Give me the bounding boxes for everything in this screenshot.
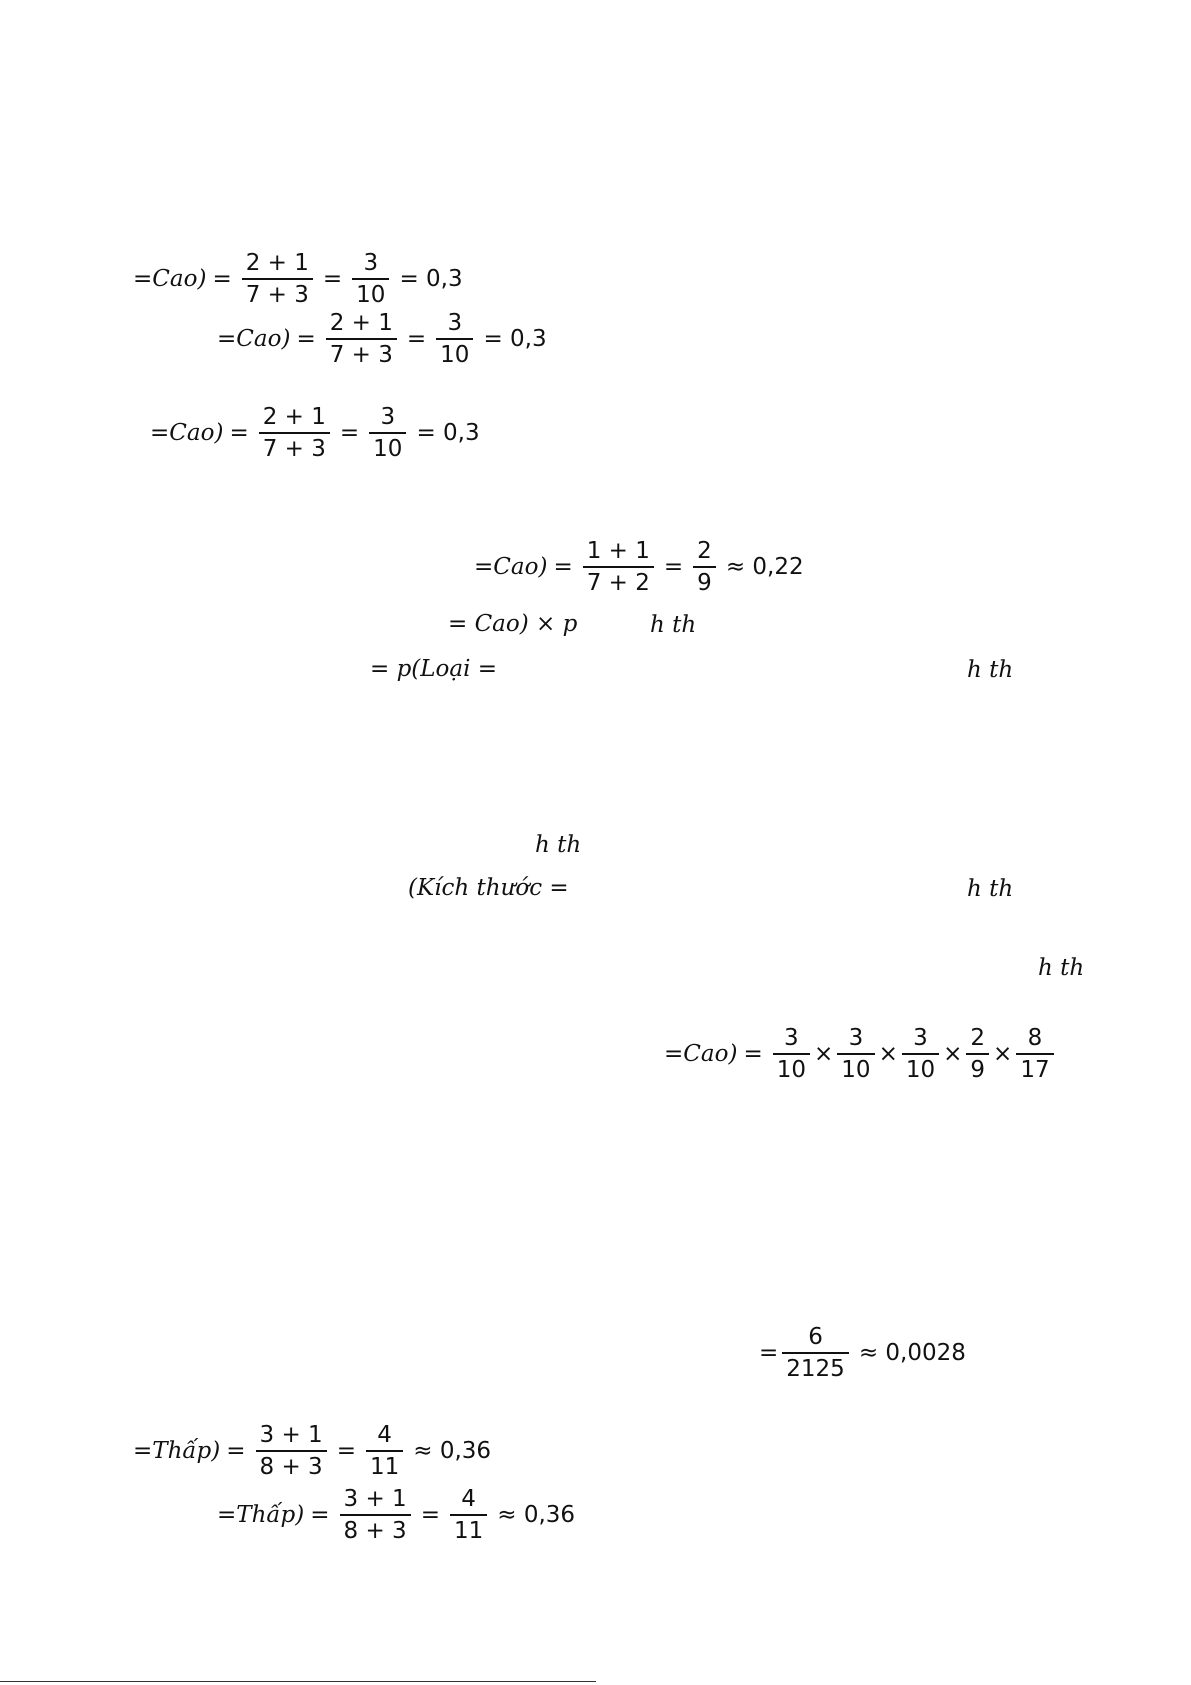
- equals-sign: =: [553, 554, 573, 581]
- fraction: [450, 1486, 487, 1545]
- denominator: 11: [450, 1514, 487, 1544]
- fraction: [773, 1025, 810, 1084]
- equals-sign: =: [150, 420, 170, 447]
- times-sign: ×: [814, 1041, 834, 1068]
- equals-sign: =: [133, 1438, 153, 1465]
- fraction: [242, 250, 313, 309]
- result: = 0,3: [483, 326, 547, 353]
- times-sign: ×: [878, 1041, 898, 1068]
- fraction: [902, 1025, 939, 1084]
- fraction: [693, 538, 716, 597]
- equals-sign: =: [217, 326, 237, 353]
- numerator: 2 + 1: [262, 404, 326, 430]
- fraction: [366, 1422, 403, 1481]
- denominator: 8 + 3: [340, 1514, 411, 1544]
- numerator: 1 + 1: [586, 538, 650, 564]
- numerator: 2: [970, 1025, 986, 1051]
- variable: Thấp: [236, 1502, 296, 1529]
- equals-sign: =: [229, 420, 249, 447]
- equals-sign: =: [663, 554, 684, 581]
- times-sign: ×: [943, 1041, 963, 1068]
- equation-product: [664, 1025, 1058, 1084]
- equals-sign: =: [406, 326, 427, 353]
- fraction: [436, 310, 473, 369]
- fraction: [352, 250, 389, 309]
- close-paren: ): [214, 420, 224, 447]
- numerator: 3 + 1: [343, 1486, 407, 1512]
- formula-fragment: = Cao) × p: [448, 611, 578, 637]
- result: ≈ 0,22: [725, 554, 804, 581]
- equals-sign: =: [310, 1502, 330, 1529]
- fraction: [340, 1486, 411, 1545]
- variable: Cao: [169, 420, 215, 447]
- close-paren: ): [281, 326, 291, 353]
- result: ≈ 0,36: [413, 1438, 492, 1465]
- denominator: 10: [773, 1053, 810, 1083]
- equation-cao-3: [150, 404, 486, 463]
- denominator: 10: [369, 432, 406, 462]
- numerator: 8: [1027, 1025, 1043, 1051]
- fraction: [326, 310, 397, 369]
- equals-sign: =: [212, 266, 232, 293]
- equation-cao-2: [217, 310, 553, 369]
- numerator: 2: [697, 538, 712, 564]
- footnote-rule: [0, 1681, 596, 1682]
- equals-sign: =: [322, 266, 343, 293]
- numerator: 3: [913, 1025, 928, 1051]
- denominator: 7 + 2: [583, 566, 654, 596]
- fraction: [369, 404, 406, 463]
- close-paren: ): [728, 1041, 738, 1068]
- numerator: 6: [808, 1324, 823, 1350]
- close-paren: ): [295, 1502, 305, 1529]
- denominator: 11: [366, 1450, 403, 1480]
- equals-sign: =: [336, 1438, 356, 1465]
- denominator: 9: [966, 1053, 989, 1083]
- equation-result: [759, 1324, 972, 1383]
- numerator: 4: [461, 1486, 476, 1512]
- equals-sign: =: [474, 554, 494, 581]
- formula-fragment: h th: [967, 657, 1014, 683]
- formula-fragment: h th: [1038, 955, 1085, 981]
- formula-fragment: h th: [535, 832, 582, 858]
- numerator: 3: [363, 250, 379, 276]
- fraction: [837, 1025, 874, 1084]
- denominator: 9: [693, 566, 716, 596]
- formula-fragment: h th: [967, 876, 1014, 902]
- equals-sign: =: [664, 1041, 684, 1068]
- fraction: [1016, 1025, 1053, 1084]
- numerator: 3: [784, 1025, 799, 1051]
- variable: Cao: [152, 266, 198, 293]
- equation-thap-2: [217, 1486, 581, 1545]
- equals-sign: =: [226, 1438, 246, 1465]
- equation-thap-1: [133, 1422, 497, 1481]
- equation-cao-1: [133, 250, 469, 309]
- close-paren: ): [538, 554, 548, 581]
- result: = 0,3: [416, 420, 480, 447]
- variable: Thấp: [152, 1438, 212, 1465]
- denominator: 10: [902, 1053, 939, 1083]
- fraction: [256, 1422, 327, 1481]
- numerator: 3 + 1: [259, 1422, 323, 1448]
- fraction: [583, 538, 654, 597]
- formula-fragment: h th: [650, 612, 697, 638]
- denominator: 7 + 3: [326, 338, 397, 368]
- denominator: 10: [436, 338, 473, 368]
- result: ≈ 0,0028: [858, 1340, 966, 1367]
- numerator: 4: [377, 1422, 392, 1448]
- equals-sign: =: [420, 1502, 440, 1529]
- times-sign: ×: [993, 1041, 1013, 1068]
- equals-sign: =: [217, 1502, 237, 1529]
- numerator: 3: [380, 404, 396, 430]
- denominator: 8 + 3: [256, 1450, 327, 1480]
- denominator: 7 + 3: [259, 432, 330, 462]
- denominator: 17: [1016, 1053, 1053, 1083]
- result: = 0,3: [399, 266, 463, 293]
- formula-fragment: = p(Loại =: [370, 656, 498, 682]
- variable: Cao: [236, 326, 282, 353]
- close-paren: ): [197, 266, 207, 293]
- variable: Cao: [493, 554, 539, 581]
- equals-sign: =: [743, 1041, 763, 1068]
- fraction: [259, 404, 330, 463]
- denominator: 10: [837, 1053, 874, 1083]
- close-paren: ): [211, 1438, 221, 1465]
- fraction: [966, 1025, 989, 1084]
- numerator: 3: [447, 310, 463, 336]
- equals-sign: =: [759, 1340, 779, 1367]
- equals-sign: =: [133, 266, 153, 293]
- variable: Cao: [683, 1041, 729, 1068]
- equals-sign: =: [339, 420, 360, 447]
- numerator: 3: [848, 1025, 864, 1051]
- denominator: 7 + 3: [242, 278, 313, 308]
- equals-sign: =: [296, 326, 316, 353]
- result: ≈ 0,36: [497, 1502, 576, 1529]
- denominator: 2125: [782, 1352, 849, 1382]
- equation-cao-4: [474, 538, 810, 597]
- fraction: [782, 1324, 849, 1383]
- denominator: 10: [352, 278, 389, 308]
- numerator: 2 + 1: [329, 310, 393, 336]
- numerator: 2 + 1: [245, 250, 309, 276]
- formula-fragment: (Kích thước =: [408, 875, 569, 901]
